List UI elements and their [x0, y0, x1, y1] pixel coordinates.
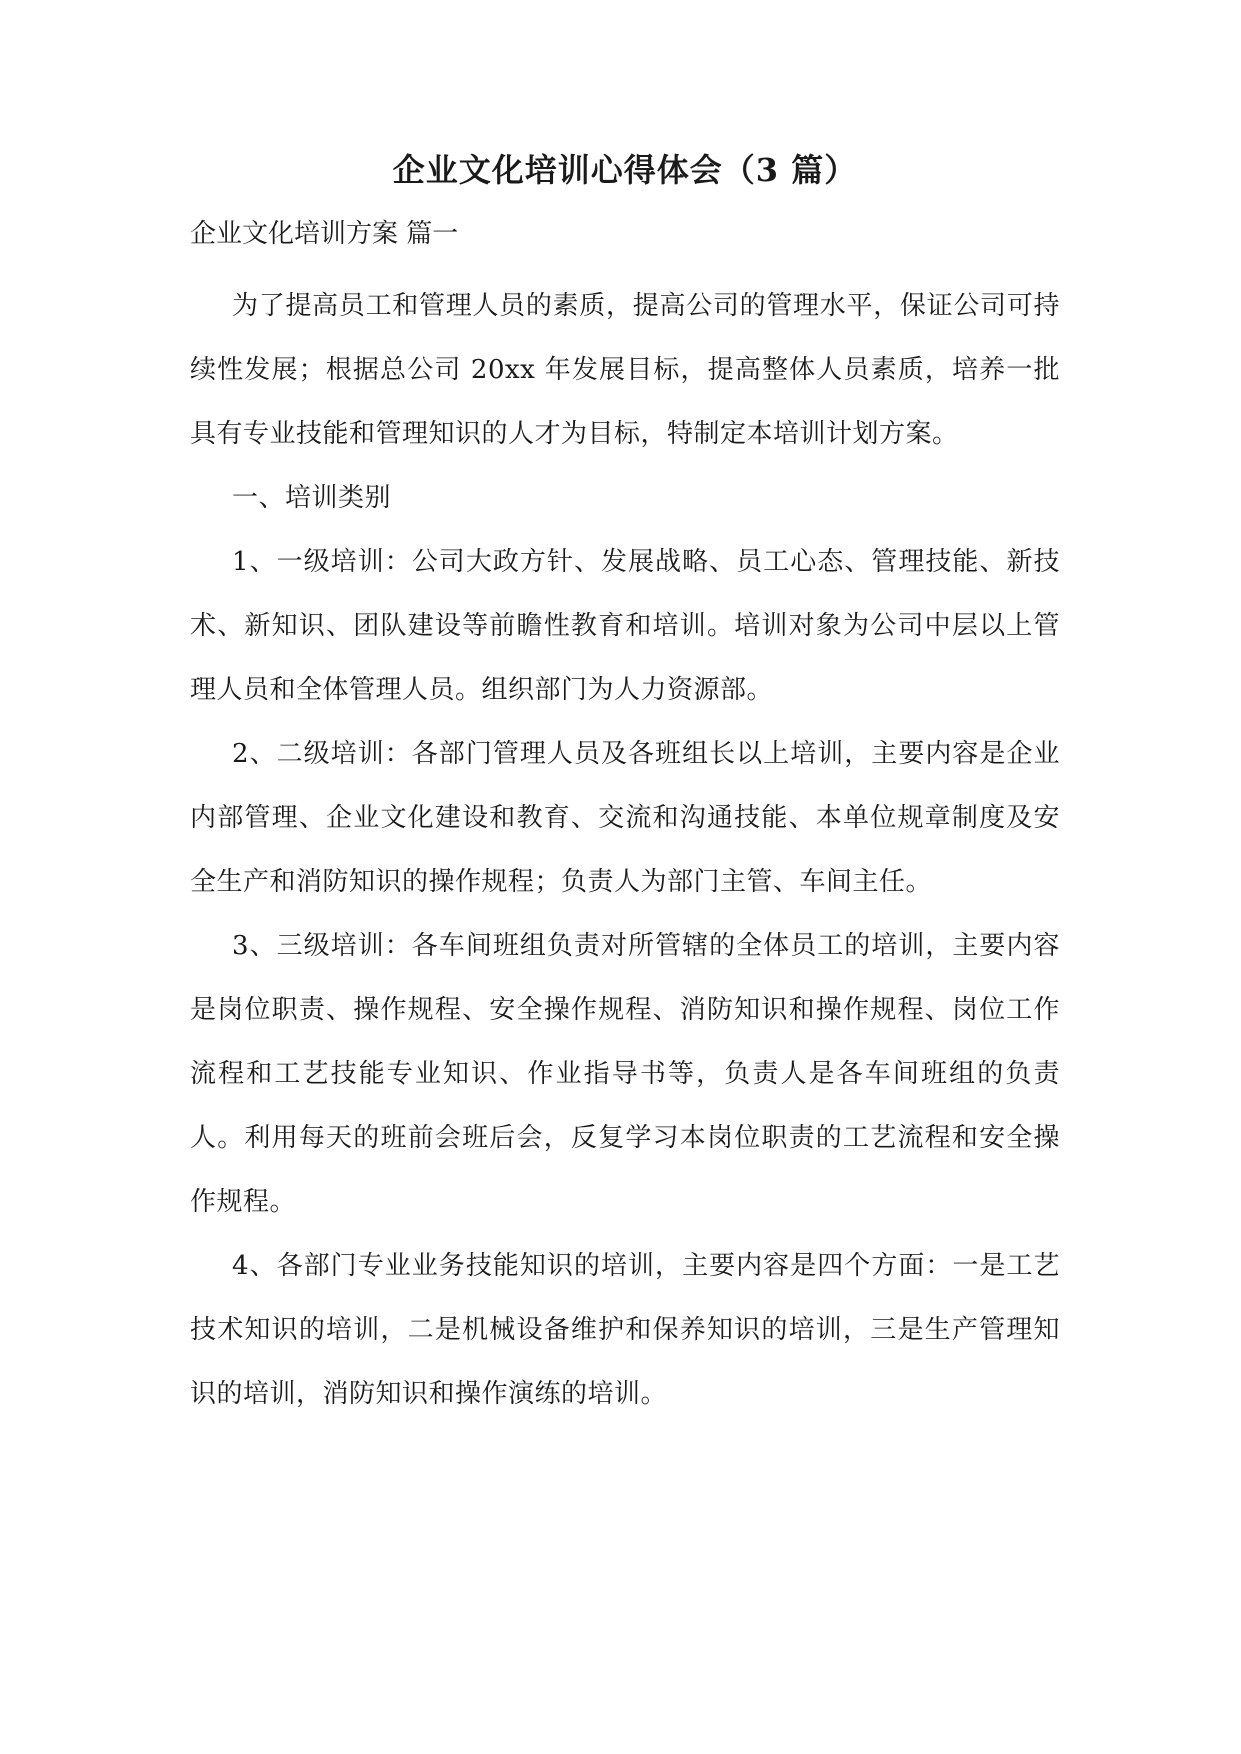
- paragraph-level-1-training: 1、一级培训：公司大政方针、发展战略、员工心态、管理技能、新技术、新知识、团队建设等前瞻性教育和培训。培训对象为公司中层以上管理人员和全体管理人员。组织部门为人力资源部。: [190, 547, 1060, 705]
- paragraph-intro: 为了提高员工和管理人员的素质，提高公司的管理水平，保证公司可持续性发展；根据总公司 20xx 年发展目标，提高整体人员素质，培养一批具有专业技能和管理知识的人才为目标，特制定本培训计划方案。: [190, 291, 1060, 449]
- document-title: 企业文化培训心得体会（3 篇）: [392, 151, 858, 189]
- section-subtitle: 企业文化培训方案 篇一: [190, 219, 459, 249]
- paragraph-level-3-training: 3、三级培训：各车间班组负责对所管辖的全体员工的培训，主要内容是岗位职责、操作规程、安全操作规程、消防知识和操作规程、岗位工作流程和工艺技能专业知识、作业指导书等，负责人是各车间班组的负责人。利用每天的班前会班后会，反复学习本岗位职责的工艺流程和安全操作规程。: [190, 931, 1060, 1217]
- paragraph-department-skills-training: 4、各部门专业业务技能知识的培训，主要内容是四个方面：一是工艺技术知识的培训，二是机械设备维护和保养知识的培训，三是生产管理知识的培训，消防知识和操作演练的培训。: [190, 1251, 1060, 1409]
- paragraph-heading-training-categories: 一、培训类别: [232, 483, 392, 513]
- paragraph-level-2-training: 2、二级培训：各部门管理人员及各班组长以上培训，主要内容是企业内部管理、企业文化建设和教育、交流和沟通技能、本单位规章制度及安全生产和消防知识的操作规程；负责人为部门主管、车间主任。: [190, 739, 1060, 897]
- document-page: [190, 150, 1060, 1426]
